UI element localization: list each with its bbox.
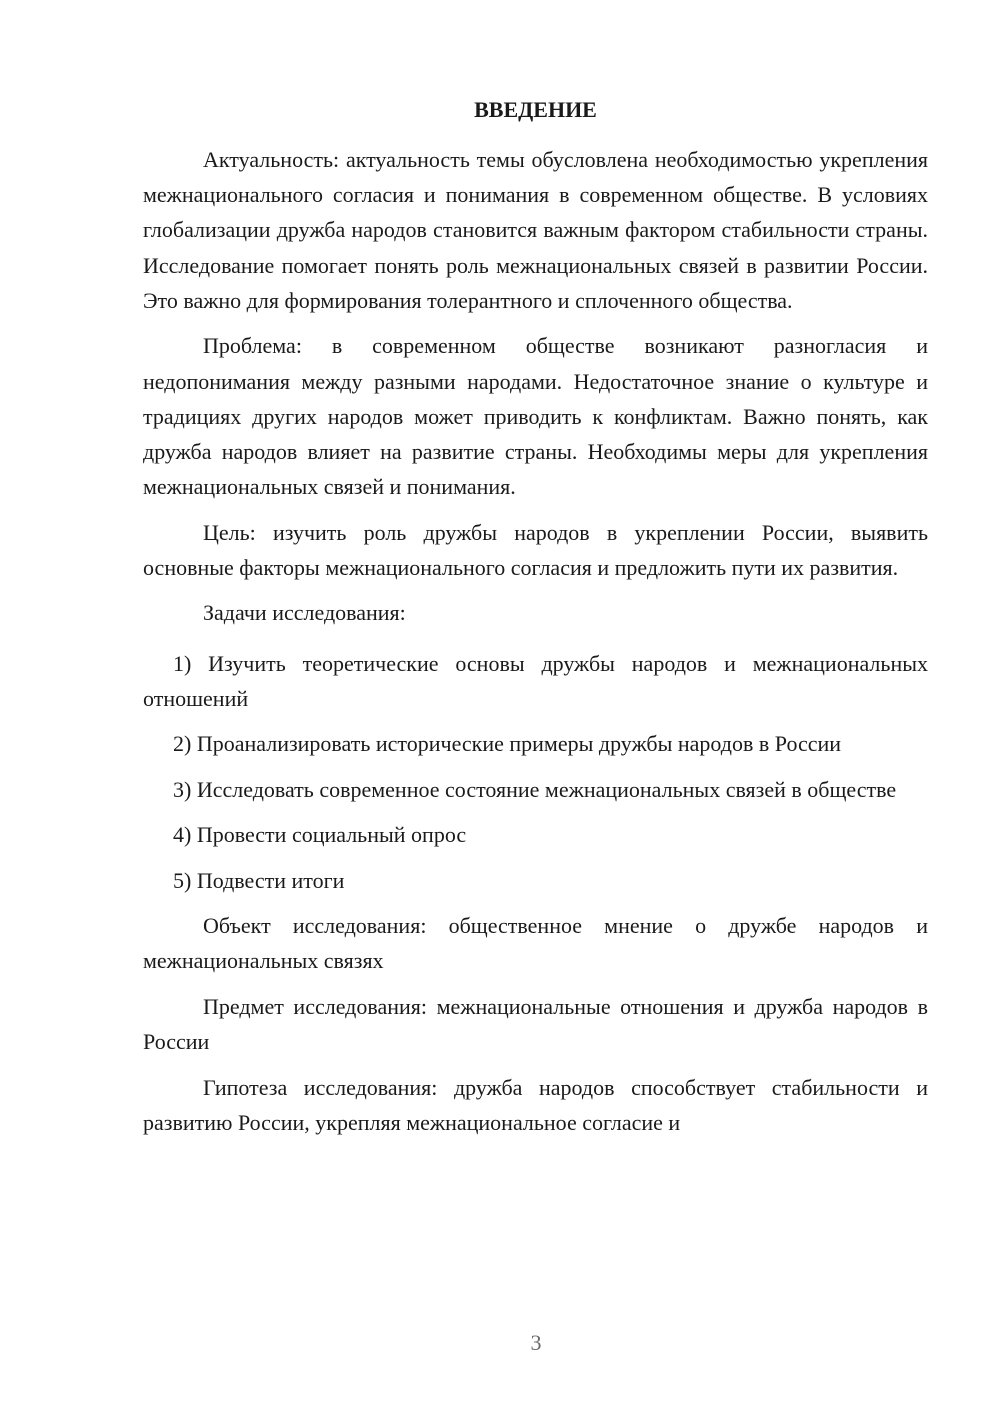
section-heading: ВВЕДЕНИЕ xyxy=(474,97,597,122)
relevance-paragraph: Актуальность: актуальность темы обусловлена необходимостью укрепления межнационального согласия и понимания в современном обществе. В условиях глобализации дружба народов становится важным фактором стабильности страны. Исследование помогает понять роль межнациональных связей в развитии России. Это важно для формирования толерантного и сплоченного общества. xyxy=(143,147,928,313)
task-item-5: 5) Подвести итоги xyxy=(173,867,345,893)
tasks-heading: Задачи исследования: xyxy=(203,600,406,626)
subject-paragraph: Предмет исследования: межнациональные отношения и дружба народов в России xyxy=(143,993,928,1055)
task-item-3: 3) Исследовать современное состояние межнациональных связей в обществе xyxy=(173,776,897,802)
task-item-2: 2) Проанализировать исторические примеры дружбы народов в России xyxy=(173,731,842,757)
object-paragraph: Объект исследования: общественное мнение о дружбе народов и межнациональных связях xyxy=(143,913,928,974)
goal-paragraph: Цель: изучить роль дружбы народов в укреплении России, выявить основные факторы межнационального согласия и предложить пути их развития. xyxy=(143,519,928,580)
page-number: 3 xyxy=(530,1330,542,1355)
task-item-1: 1) Изучить теоретические основы дружбы народов и межнациональных отношений xyxy=(143,650,928,711)
hypothesis-paragraph: Гипотеза исследования: дружба народов способствует стабильности и развитию России, укрепляя межнациональное согласие и xyxy=(143,1074,928,1135)
problem-paragraph: Проблема: в современном обществе возникают разногласия и недопонимания между разными народами. Недостаточное знание о культуре и традициях других народов может приводить к конфликтам. Важно понять, как дружба народов влияет на развитие страны. Необходимы меры для укрепления межнациональных связей и понимания. xyxy=(143,333,928,500)
page-content xyxy=(143,92,928,1150)
task-item-4: 4) Провести социальный опрос xyxy=(173,822,467,848)
